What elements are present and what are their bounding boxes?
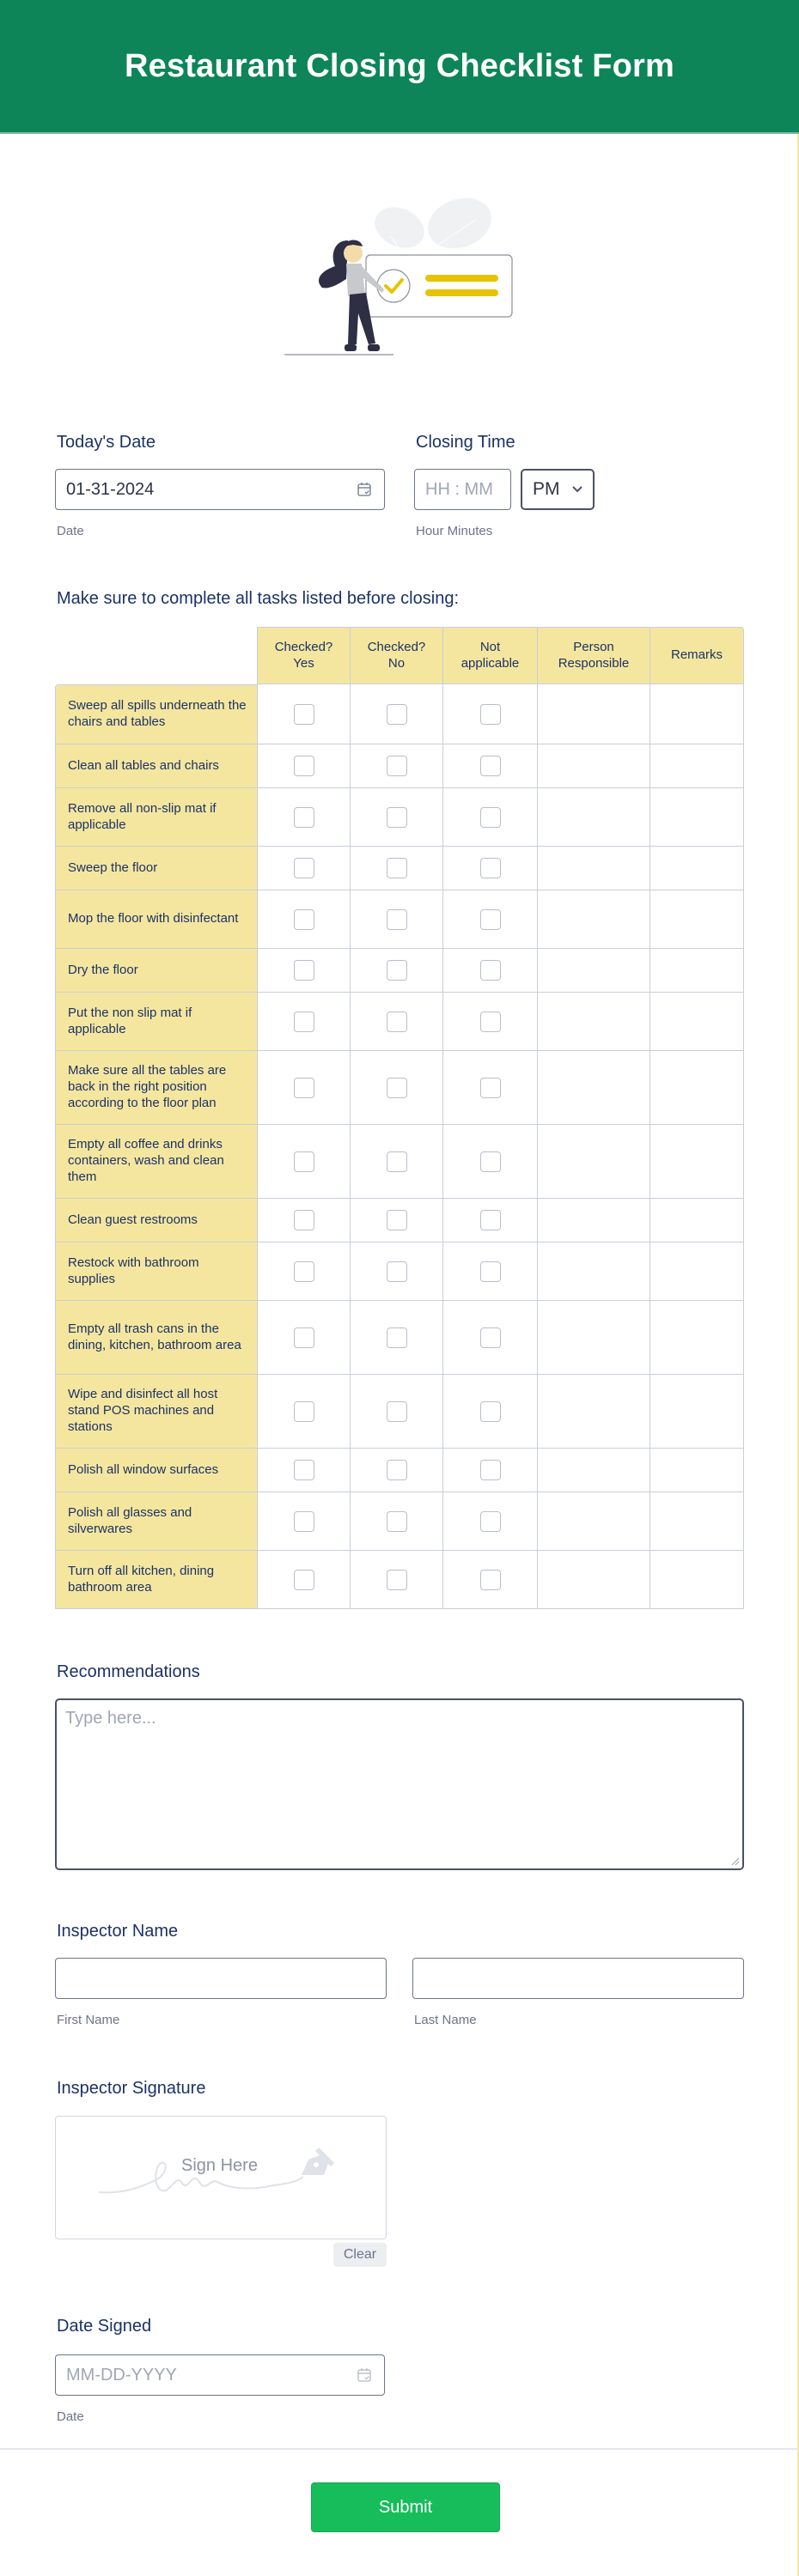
checkbox-no[interactable]	[387, 756, 407, 776]
remarks-cell[interactable]	[650, 949, 744, 993]
checkbox-no[interactable]	[387, 1327, 407, 1348]
checkbox-yes[interactable]	[294, 1401, 314, 1422]
checkbox-no[interactable]	[387, 1078, 407, 1098]
checkbox-cell	[443, 1125, 538, 1199]
column-header	[538, 627, 650, 684]
remarks-cell[interactable]	[650, 744, 744, 788]
column-header-text: Yes	[293, 655, 314, 671]
table-row	[55, 1242, 744, 1301]
todays-date-sublabel: Date	[57, 524, 84, 538]
remarks-cell[interactable]	[650, 1051, 744, 1125]
recommendations-textarea[interactable]	[55, 1698, 744, 1870]
checkbox-cell	[258, 949, 351, 993]
table-row	[55, 684, 744, 744]
checkbox-no[interactable]	[387, 1511, 407, 1532]
date-signed-placeholder: MM-DD-YYYY	[66, 2365, 177, 2385]
checkbox-yes[interactable]	[294, 704, 314, 725]
checkbox-cell	[351, 1051, 443, 1125]
person-responsible-cell[interactable]	[538, 1551, 650, 1609]
date-signed-label: Date Signed	[57, 2317, 152, 2336]
task-label: Mop the floor with disinfectant	[55, 890, 258, 949]
calendar-icon[interactable]	[357, 482, 372, 497]
person-responsible-cell[interactable]	[538, 1301, 650, 1375]
recommendations-placeholder: Type here...	[65, 1709, 156, 1728]
remarks-cell[interactable]	[650, 1125, 744, 1199]
checkbox-yes[interactable]	[294, 858, 314, 878]
person-responsible-cell[interactable]	[538, 1492, 650, 1551]
task-label: Clean guest restrooms	[55, 1199, 258, 1242]
task-label: Put the non slip mat if applicable	[55, 993, 258, 1051]
task-label: Empty all coffee and drinks containers, wash and clean them	[55, 1125, 258, 1199]
checkbox-cell	[443, 1449, 538, 1492]
checkbox-yes[interactable]	[294, 756, 314, 776]
checkbox-cell	[258, 684, 351, 744]
closing-time-sublabel: Hour Minutes	[416, 524, 493, 538]
checkbox-not-applicable[interactable]	[480, 756, 501, 776]
task-label: Wipe and disinfect all host stand POS machines and stations	[55, 1375, 258, 1449]
checkbox-cell	[351, 684, 443, 744]
checkbox-cell	[443, 1301, 538, 1375]
checkbox-no[interactable]	[387, 909, 407, 930]
checkbox-cell	[351, 890, 443, 949]
checkbox-cell	[443, 1051, 538, 1125]
person-responsible-cell[interactable]	[538, 1199, 650, 1242]
calendar-icon[interactable]	[357, 2367, 372, 2383]
form-title: Restaurant Closing Checklist Form	[124, 47, 675, 84]
checkbox-not-applicable[interactable]	[480, 960, 501, 981]
person-responsible-cell[interactable]	[538, 1051, 650, 1125]
column-header	[443, 627, 538, 684]
signature-label: Inspector Signature	[57, 2079, 206, 2098]
checkbox-no[interactable]	[387, 1460, 407, 1480]
checkbox-cell	[351, 744, 443, 788]
column-header	[351, 627, 443, 684]
column-header-text: Person	[573, 639, 614, 654]
checkbox-yes[interactable]	[294, 1570, 314, 1590]
remarks-cell[interactable]	[650, 1301, 744, 1375]
remarks-cell[interactable]	[650, 788, 744, 847]
table-row	[55, 890, 744, 949]
checkbox-not-applicable[interactable]	[480, 1511, 501, 1532]
checkbox-cell	[351, 847, 443, 890]
checkbox-yes[interactable]	[294, 1460, 314, 1480]
remarks-cell[interactable]	[650, 1449, 744, 1492]
task-label: Empty all trash cans in the dining, kitchen, bathroom area	[55, 1301, 258, 1375]
checkbox-no[interactable]	[387, 960, 407, 981]
date-signed-sublabel: Date	[57, 2409, 84, 2424]
todays-date-input[interactable]	[55, 469, 385, 510]
checkbox-cell	[258, 744, 351, 788]
checkbox-not-applicable[interactable]	[480, 1012, 501, 1032]
table-row	[55, 1199, 744, 1242]
column-header-text: applicable	[460, 655, 520, 671]
checkbox-cell	[351, 1242, 443, 1301]
checkbox-no[interactable]	[387, 858, 407, 878]
checkbox-no[interactable]	[387, 1151, 407, 1172]
resize-handle-icon[interactable]	[730, 1856, 739, 1865]
checkbox-yes[interactable]	[294, 807, 314, 828]
column-header-text: No	[387, 655, 406, 671]
remarks-cell[interactable]	[650, 993, 744, 1051]
checkbox-cell	[351, 1125, 443, 1199]
closing-time-placeholder: HH : MM	[425, 479, 493, 499]
checklist-matrix	[55, 627, 744, 1609]
task-label: Clean all tables and chairs	[55, 744, 258, 788]
task-label: Restock with bathroom supplies	[55, 1242, 258, 1301]
checkbox-cell	[351, 1492, 443, 1551]
column-header-text: Remarks	[670, 647, 723, 663]
checkbox-cell	[443, 949, 538, 993]
form-header	[0, 0, 799, 134]
person-responsible-cell[interactable]	[538, 1125, 650, 1199]
remarks-cell[interactable]	[650, 847, 744, 890]
remarks-cell[interactable]	[650, 890, 744, 949]
recommendations-label: Recommendations	[57, 1662, 200, 1681]
checkbox-cell	[443, 890, 538, 949]
ampm-value: PM	[533, 479, 560, 499]
checkbox-not-applicable[interactable]	[480, 1401, 501, 1422]
checkbox-cell	[443, 684, 538, 744]
checkbox-no[interactable]	[387, 1210, 407, 1230]
checkbox-no[interactable]	[387, 1570, 407, 1590]
task-label: Dry the floor	[55, 949, 258, 993]
checkbox-yes[interactable]	[294, 909, 314, 930]
checkbox-not-applicable[interactable]	[480, 807, 501, 828]
task-label: Sweep the floor	[55, 847, 258, 890]
checkbox-cell	[258, 993, 351, 1051]
column-header-text: Checked?	[274, 639, 333, 654]
ampm-select[interactable]	[521, 469, 595, 510]
checkbox-yes[interactable]	[294, 1327, 314, 1348]
first-name-input[interactable]	[55, 1958, 387, 1999]
column-header	[258, 627, 351, 684]
task-label: Sweep all spills underneath the chairs and tables	[55, 684, 258, 744]
remarks-cell[interactable]	[650, 1199, 744, 1242]
checkbox-cell	[258, 1449, 351, 1492]
checkbox-cell	[258, 788, 351, 847]
checkbox-cell	[351, 1375, 443, 1449]
checkbox-cell	[258, 847, 351, 890]
table-row	[55, 1551, 744, 1609]
table-row	[55, 1051, 744, 1125]
checkbox-yes[interactable]	[294, 1078, 314, 1098]
table-row	[55, 993, 744, 1051]
task-label: Polish all window surfaces	[55, 1449, 258, 1492]
checkbox-not-applicable[interactable]	[480, 1210, 501, 1230]
checkbox-not-applicable[interactable]	[480, 858, 501, 878]
closing-time-label: Closing Time	[416, 433, 515, 452]
checkbox-cell	[443, 1492, 538, 1551]
task-label: Turn off all kitchen, dining bathroom area	[55, 1551, 258, 1609]
remarks-cell[interactable]	[650, 1551, 744, 1609]
matrix-header-row	[55, 627, 744, 684]
person-responsible-cell[interactable]	[538, 993, 650, 1051]
checkbox-cell	[351, 949, 443, 993]
person-responsible-cell[interactable]	[538, 847, 650, 890]
checkbox-not-applicable[interactable]	[480, 1460, 501, 1480]
last-name-sublabel: Last Name	[414, 2013, 477, 2027]
checkbox-no[interactable]	[387, 807, 407, 828]
checkbox-yes[interactable]	[294, 960, 314, 981]
checkbox-cell	[258, 1375, 351, 1449]
table-row	[55, 1492, 744, 1551]
closing-time-input[interactable]	[414, 469, 511, 510]
checkbox-cell	[351, 1199, 443, 1242]
person-responsible-cell[interactable]	[538, 949, 650, 993]
table-row	[55, 788, 744, 847]
chevron-down-icon	[572, 486, 582, 493]
first-name-sublabel: First Name	[57, 2013, 120, 2027]
person-responsible-cell[interactable]	[538, 1242, 650, 1301]
table-row	[55, 744, 744, 788]
todays-date-value: 01-31-2024	[66, 479, 155, 499]
task-label: Remove all non-slip mat if applicable	[55, 788, 258, 847]
checkbox-cell	[258, 1051, 351, 1125]
inspector-name-label: Inspector Name	[57, 1922, 179, 1941]
checkbox-not-applicable[interactable]	[480, 1261, 501, 1282]
checkbox-cell	[443, 1199, 538, 1242]
sign-here-placeholder: Sign Here	[181, 2156, 258, 2175]
checkbox-no[interactable]	[387, 1261, 407, 1282]
task-label: Make sure all the tables are back in the right position according to the floor plan	[55, 1051, 258, 1125]
person-responsible-cell[interactable]	[538, 684, 650, 744]
remarks-cell[interactable]	[650, 684, 744, 744]
table-row	[55, 1125, 744, 1199]
checkbox-cell	[258, 890, 351, 949]
checkbox-cell	[258, 1199, 351, 1242]
checkbox-not-applicable[interactable]	[480, 1327, 501, 1348]
todays-date-label: Today's Date	[57, 433, 156, 452]
remarks-cell[interactable]	[650, 1242, 744, 1301]
checkbox-not-applicable[interactable]	[480, 704, 501, 725]
checkbox-yes[interactable]	[294, 1261, 314, 1282]
checkbox-cell	[443, 993, 538, 1051]
task-label: Polish all glasses and silverwares	[55, 1492, 258, 1551]
checkbox-cell	[351, 788, 443, 847]
matrix-corner	[55, 627, 258, 684]
table-row	[55, 1375, 744, 1449]
checkbox-cell	[258, 1492, 351, 1551]
checkbox-not-applicable[interactable]	[480, 1151, 501, 1172]
checkbox-cell	[351, 1551, 443, 1609]
signature-pad[interactable]	[55, 2116, 387, 2239]
checkbox-cell	[443, 744, 538, 788]
person-responsible-cell[interactable]	[538, 890, 650, 949]
checkbox-no[interactable]	[387, 1401, 407, 1422]
checkbox-no[interactable]	[387, 1012, 407, 1032]
checkbox-not-applicable[interactable]	[480, 1078, 501, 1098]
checkbox-cell	[351, 993, 443, 1051]
checkbox-cell	[443, 1375, 538, 1449]
checkbox-cell	[443, 1242, 538, 1301]
table-row	[55, 949, 744, 993]
checkbox-not-applicable[interactable]	[480, 1570, 501, 1590]
checkbox-cell	[443, 847, 538, 890]
checkbox-cell	[351, 1301, 443, 1375]
person-responsible-cell[interactable]	[538, 1449, 650, 1492]
checkbox-yes[interactable]	[294, 1012, 314, 1032]
column-header	[650, 627, 744, 684]
clear-signature-button[interactable]: Clear	[333, 2243, 387, 2267]
checkbox-cell	[258, 1242, 351, 1301]
checkbox-cell	[258, 1551, 351, 1609]
last-name-input[interactable]	[412, 1958, 744, 1999]
column-header-text: Not	[479, 639, 501, 654]
remarks-cell[interactable]	[650, 1375, 744, 1449]
checkbox-cell	[258, 1125, 351, 1199]
checkbox-no[interactable]	[387, 704, 407, 725]
person-responsible-cell[interactable]	[538, 744, 650, 788]
checkbox-yes[interactable]	[294, 1210, 314, 1230]
checkbox-cell	[443, 1551, 538, 1609]
submit-button[interactable]: Submit	[311, 2482, 500, 2532]
column-header-text: Responsible	[558, 655, 630, 671]
checklist-instruction: Make sure to complete all tasks listed before closing:	[57, 589, 459, 608]
checkbox-yes[interactable]	[294, 1511, 314, 1532]
checkbox-cell	[443, 788, 538, 847]
checkbox-not-applicable[interactable]	[480, 909, 501, 930]
table-row	[55, 1301, 744, 1375]
person-responsible-cell[interactable]	[538, 1375, 650, 1449]
remarks-cell[interactable]	[650, 1492, 744, 1551]
checkbox-yes[interactable]	[294, 1151, 314, 1172]
checkbox-cell	[351, 1449, 443, 1492]
table-row	[55, 847, 744, 890]
checkbox-cell	[258, 1301, 351, 1375]
woman-with-checklist-illustration	[279, 193, 528, 361]
table-row	[55, 1449, 744, 1492]
date-signed-input[interactable]	[55, 2354, 385, 2396]
person-responsible-cell[interactable]	[538, 788, 650, 847]
footer-divider	[0, 2448, 797, 2450]
column-header-text: Checked?	[367, 639, 426, 654]
